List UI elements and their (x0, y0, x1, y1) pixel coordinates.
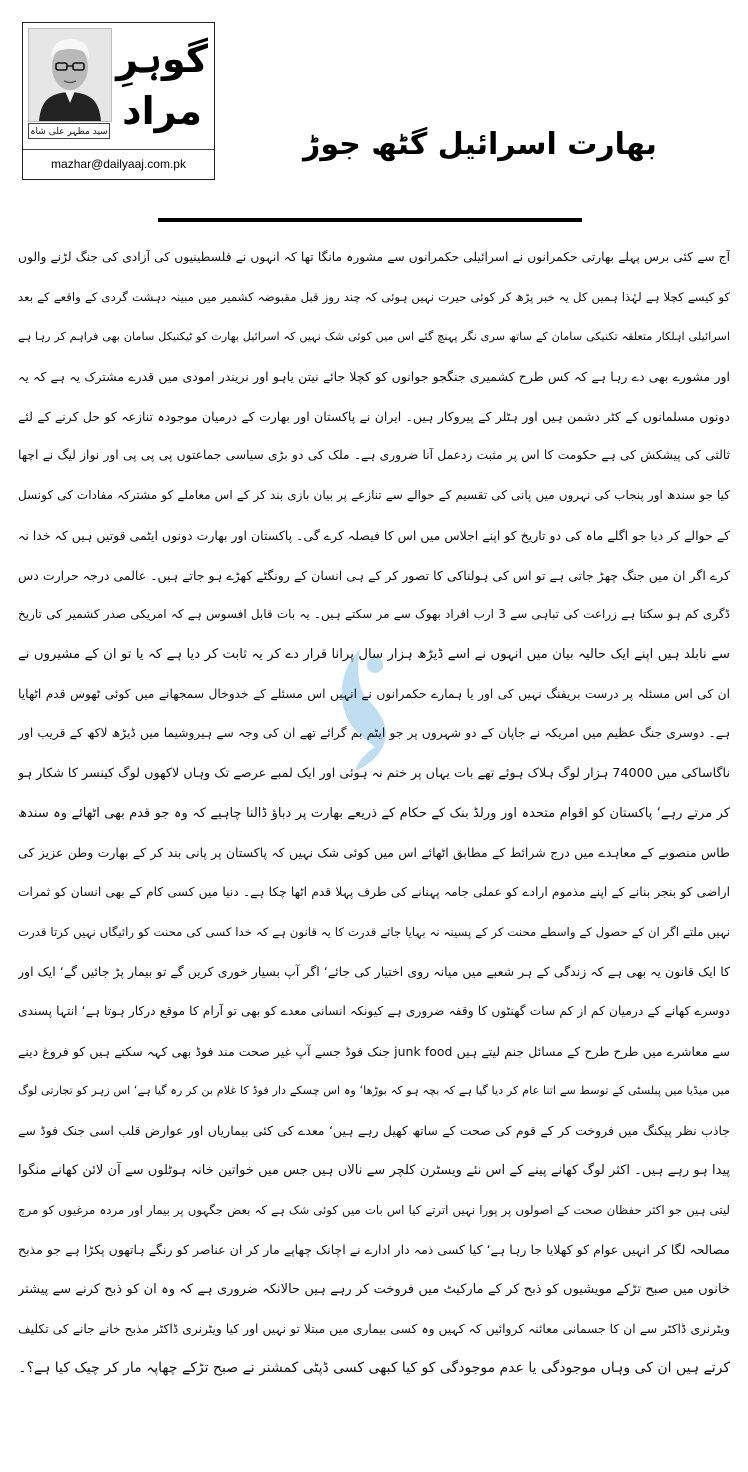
column-title-line2: مراد (122, 89, 202, 133)
column-title-line1: گوہرِ (116, 37, 208, 81)
article-line: طاس منصوبے کے معاہدے میں درج شرائط کے مطابق اٹھائے اس میں کوئی شک نہیں کہ پاکستان پر پانی بند کر کے بھارت وطن عزیز کی (18, 845, 730, 861)
article-line: اسرائیلی اہلکار متعلقہ تکنیکی سامان کے ساتھ سری نگر پہنچ گئے اس میں کوئی شک نہیں کہ اسرائیل بھارت کو ٹیکنیکل سامان بھی فراہم کر رہا ہے (18, 330, 730, 344)
column-title (113, 27, 211, 143)
article-line: ان کی اس مسئلہ پر درست بریفنگ نہیں کی اور یا ہمارے حکمرانوں نے انہیں اس مسئلے کے خدوخال سمجھانے میں کوئی ٹھوس قدم اٹھایا (18, 686, 730, 701)
article-line: ہے۔ دوسری جنگ عظیم میں امریکہ نے جاپان کے دو شہروں پر جو ایٹم بم گرائے تھے ان کی وجہ سے ہیروشیما میں ڈیڑھ لاکھ کے قریب اور (18, 726, 730, 741)
article-line: ویٹرنری ڈاکٹر سے ان کا جسمانی معائنہ کروائیں کہ کہیں وہ کسی بیماری میں مبتلا تو نہیں اور کیا ویٹرنری ڈاکٹر مذبح خانے جانے کی تکلیف (18, 1321, 730, 1336)
article-line: لیتی ہیں جو اکثر حفظان صحت کے اصولوں پر پورا نہیں اترتے کیا اس بات میں کوئی شک ہے کہ بعض جگہوں پر بیمار اور مردہ مرغیوں کو مرچ (18, 1202, 730, 1217)
article-line: ناگاساکی میں 74000 ہزار لوگ ہلاک ہوئے تھے بات یہاں پر ختم نہ ہوئی اور ایک لمبے عرصے تک وہاں لاکھوں لوگ کینسر کا شکار ہو (18, 765, 730, 781)
article-line: جاذب نظر پیکنگ میں فروخت کر کے قوم کی صحت کے ساتھ کھیل رہے ہیں‘ معدے کی کئی بیماریاں اور عوارض قلب اسی جنک فوڈ سے (18, 1123, 730, 1139)
article-line: سے نابلد ہیں اپنے ایک حالیہ بیان میں انہوں نے اسے ڈیڑھ ہزار سال پرانا قرار دے کر یہ ثابت کر دیا ہے کہ یا تو ان کے مشیروں نے (18, 646, 730, 662)
author-portrait (28, 28, 112, 122)
column-header-box (22, 22, 215, 180)
article-line: مصالحہ لگا کر انہیں عوام کو کھلایا جا رہا ہے‘ کیا کسی ذمہ دار ادارے نے اچانک چھاپے مار کر ان عناصر کو رنگے ہاتھوں پکڑا ہے جو مذبح (18, 1242, 730, 1258)
article-line: اور مشورے بھی دے رہا ہے کہ کس طرح کشمیری جنگجو جوانوں کو کچلا جائے نیتن یاہو اور نریندر امودی میں قدرے مشترک یہ ہے کہ یہ (18, 369, 730, 385)
author-email: mazhar@dailyaaj.com.pk (23, 149, 214, 178)
article-line: کرے اگر ان میں جنگ چھڑ جاتی ہے تو اس کی ہولناکی کا تصور کر کے ہی انسان کے رونگٹے کھڑے ہو جاتے ہیں۔ عالمی درجہ حرارت دس (18, 567, 730, 583)
article-line: دوسرے کھانے کے درمیان کم از کم سات گھنٹوں کا وقفہ ضروری ہے کیونکہ انسانی معدے کو بھی تو آرام کا موقع درکار ہوتا ہے‘ انتہا پسندی (18, 1004, 730, 1019)
article-line: کے حوالے کر دیا جو اگلے ماہ کی دو تاریخ کو اپنے اجلاس میں اس کا فیصلہ کرے گی۔ پاکستان اور بھارت دونوں ایٹمی قوتیں ہیں کہ خدا نہ (18, 527, 730, 543)
article-line: دونوں مسلمانوں کے کٹر دشمن ہیں اور ہٹلر کے پیروکار ہیں۔ ایران نے پاکستان اور بھارت کے درمیان موجودہ تنازعہ کو حل کرنے کے لئے (18, 408, 730, 424)
article-line: نہیں ملتے اگر ان کے حصول کے واسطے محنت کر کے پسینہ نہ بہایا جائے قدرت کا یہ قانون ہے کہ خدا کسی کی محنت کو رائیگاں نہیں کرتا قدرت (18, 924, 730, 939)
article-line: سے معاشرے میں طرح طرح کے مسائل جنم لیتے ہیں junk food جنک فوڈ جسے آپ غیر صحت مند فوڈ بھی کہہ سکتے ہیں کو فروغ دینے (18, 1043, 730, 1059)
article-line: کرتے ہیں ان کی وہاں موجودگی یا عدم موجودگی کو کیا کبھی کسی ڈپٹی کمشنر نے صبح تڑکے چھاپہ مار کر چیک کیا ہے؟۔ (18, 1360, 730, 1377)
article-line: کا ایک قانون یہ بھی ہے کہ زندگی کے ہر شعبے میں میانہ روی اختیار کی جائے‘ اگر آپ بسیار خوری کریں گے تو بیمار پڑ جائیں گے‘ ایک اور (18, 964, 730, 980)
article-line: میں میڈیا میں پبلسٹی کے توسط سے اتنا عام کر دیا گیا ہے کہ بچہ ہو کہ بوڑھا‘ وہ اس چسکے دار فوڈ کا غلام بن کر رہ گیا ہے‘ اس زہر کو تجارتی لوگ (18, 1084, 730, 1098)
article-line: ثالثی کی پیشکش کی ہے حکومت کا اس پر مثبت ردعمل آنا ضروری ہے۔ ملک کی دو بڑی سیاسی جماعتوں پی پی پی اور نواز لیگ نے اچھا (18, 448, 730, 463)
article-line: ڈگری کم ہو سکتا ہے زراعت کی تباہی سے 3 ارب افراد بھوک سے مر سکتے ہیں۔ یہ بات قابل افسوس ہے کہ امریکی صدر کشمیر کی تاریخ (18, 607, 730, 622)
author-name: سید مظہر علی شاہ (28, 123, 110, 139)
article-line: آج سے کئی برس پہلے بھارتی حکمرانوں نے اسرائیلی حکمرانوں سے مشورہ مانگا تھا کہ انہوں نے فلسطینیوں کی آزادی کی جنگ لڑنے والوں (18, 250, 730, 264)
article-line: کر مرتے رہے‘ پاکستان کو اقوام متحدہ اور ورلڈ بنک کے حکام کے ذریعے بھارت پر دباؤ ڈالنا چاہیے کہ وہ جو قدم بھی اٹھائے وہ سندھ (18, 805, 730, 821)
article-line: پیدا ہو رہے ہیں۔ اکثر لوگ کھانے پینے کے اس نئے ویسٹرن کلچر سے نالاں ہیں جس میں خواتین خانہ ہوٹلوں سے آن لائن کھانے منگوا (18, 1162, 730, 1178)
article-line: اراضی کو بنجر بنانے کے اپنے مذموم ارادے کو عملی جامہ پہنانے کی طرف پہلا قدم اٹھا چکا ہے۔ دنیا میں کسی کام کے بھی انسان کو ثمرات (18, 885, 730, 899)
article-body (18, 238, 730, 1389)
article-line: خانوں میں صبح تڑکے مویشیوں کو ذبح کر کے مارکیٹ میں فروخت کر رہے ہیں حالانکہ ضروری ہے کہ وہ ان کو ذبح کرنے سے پیشتر (18, 1281, 730, 1297)
article-line: کو کیسے کچلا ہے لہٰذا ہمیں کل یہ خبر پڑھ کر کوئی حیرت نہیں ہوئی کہ چند روز قبل مقبوضہ کشمیر میں مبینہ دہشت گردی کے واقعے کے بعد (18, 289, 730, 304)
headline-divider (158, 218, 582, 222)
article-line: کیا جو سندھ اور پنجاب کی نہروں میں پانی کی تقسیم کے حوالے سے تنازعے پر بیان بازی بند کر کے اس معاملے کو مشترکہ مفادات کی کونسل (18, 488, 730, 503)
article-headline: بھارت اسرائیل گٹھ جوڑ (303, 127, 657, 162)
